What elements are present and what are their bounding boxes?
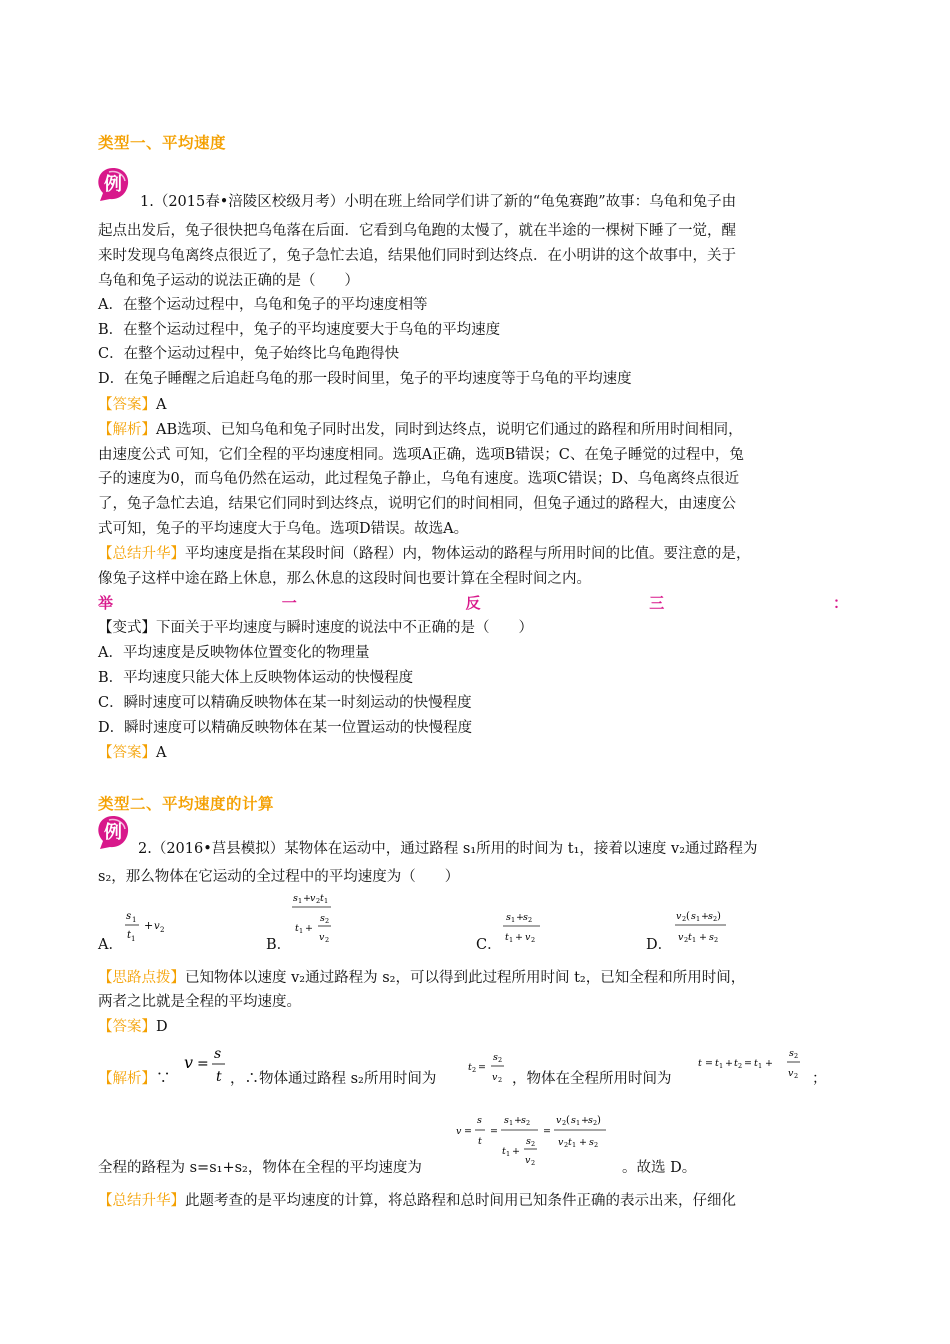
svg-text:s: s — [708, 911, 713, 922]
analysis-tag: 【解析】 — [98, 422, 156, 438]
jyfs-char: 一 — [281, 594, 297, 612]
svg-text:s: s — [320, 913, 325, 924]
total-path-end: 。故选 D。 — [622, 1160, 697, 1176]
svg-text:v: v — [184, 1053, 194, 1072]
answer-tag: 【答案】 — [98, 1019, 156, 1035]
svg-text:1: 1 — [298, 897, 303, 905]
svg-text:s: s — [571, 1115, 576, 1126]
svg-text:s: s — [126, 911, 132, 922]
svg-text:v: v — [525, 1155, 531, 1166]
svg-text:v: v — [456, 1126, 462, 1137]
svg-text:2: 2 — [325, 936, 330, 944]
analysis-2-end: ； — [812, 1071, 827, 1087]
summary-1-line-1 — [98, 542, 858, 566]
svg-text:=: = — [543, 1126, 551, 1137]
formula-total-time — [696, 1042, 808, 1088]
svg-text:+: + — [765, 1058, 773, 1069]
variant-text: 下面关于平均速度与瞬时速度的说法中不正确的是（ ） — [156, 620, 533, 636]
svg-text:1: 1 — [511, 916, 516, 924]
svg-text:v: v — [558, 1137, 564, 1148]
variant-option-d: D．瞬时速度可以精确反映物体在某一位置运动的快慢程度 — [98, 720, 473, 736]
formula-option-a — [122, 907, 174, 947]
svg-text:(: ( — [566, 1115, 570, 1126]
svg-text:v: v — [525, 932, 531, 943]
svg-text:t: t — [698, 1058, 702, 1069]
svg-text:s: s — [709, 932, 714, 943]
analysis-text: AB选项、已知乌龟和兔子同时出发，同时到达终点，说明它们通过的路程和所用时间相同， — [156, 422, 743, 438]
svg-text:2: 2 — [531, 1159, 536, 1167]
total-path-text: 全程的路程为 s=s₁+s₂，物体在全程的平均速度为 — [98, 1160, 422, 1176]
jyfs-char: ： — [832, 594, 848, 612]
svg-text:+: + — [512, 1146, 520, 1157]
summary-tag: 【总结升华】 — [98, 546, 185, 562]
option-label-a: A． — [98, 937, 123, 953]
svg-text:s: s — [506, 912, 511, 923]
svg-text:): ) — [717, 911, 721, 922]
svg-text:1: 1 — [576, 1119, 581, 1127]
svg-text:t: t — [688, 932, 692, 943]
ju-yi-fan-san-banner — [98, 592, 848, 616]
svg-text:2: 2 — [316, 897, 321, 905]
svg-text:=: = — [490, 1126, 498, 1137]
svg-text:s: s — [214, 1046, 222, 1062]
hint-line-2: 两者之比就是全程的平均速度。 — [98, 994, 301, 1010]
because-symbol: ∵ — [156, 1071, 171, 1087]
option-c: C．在整个运动过程中，兔子始终比乌龟跑得快 — [98, 346, 400, 362]
svg-text:2: 2 — [526, 1119, 531, 1127]
svg-text:s: s — [589, 1137, 594, 1148]
svg-text:t: t — [320, 893, 324, 904]
question-1-line-3: 来时发现乌龟离终点很近了，兔子急忙去追，结果他们同时到达终点．在小明讲的这个故事中，关于 — [98, 248, 736, 264]
option-a: A．在整个运动过程中，乌龟和兔子的平均速度相等 — [98, 297, 428, 313]
svg-text:s: s — [477, 1115, 482, 1126]
variant-answer-tag: 【答案】 — [98, 745, 156, 761]
svg-text:+: + — [516, 912, 524, 923]
svg-text:v: v — [154, 921, 160, 932]
svg-text:+: + — [701, 911, 709, 922]
question-1-line-4: 乌龟和兔子运动的说法正确的是（ ） — [98, 273, 359, 289]
svg-text:v: v — [492, 1072, 498, 1083]
svg-text:v: v — [310, 893, 316, 904]
svg-text:2: 2 — [325, 917, 330, 925]
analysis-1-line-1 — [98, 418, 858, 442]
example-badge-icon — [96, 166, 130, 202]
svg-text:2: 2 — [738, 1062, 743, 1070]
svg-text:1: 1 — [299, 927, 304, 935]
svg-text:2: 2 — [531, 936, 536, 944]
svg-text:+: + — [303, 893, 311, 904]
summary-text: 平均速度是指在某段时间（路程）内，物体运动的路程与所用时间的比值。要注意的是， — [185, 546, 751, 562]
summary-text: 此题考查的是平均速度的计算，将总路程和总时间用已知条件正确的表示出来，仔细化 — [185, 1193, 736, 1209]
svg-text:+: + — [581, 1115, 589, 1126]
summary-2-line-1 — [98, 1189, 858, 1213]
svg-text:t: t — [127, 930, 132, 941]
svg-text:t: t — [216, 1069, 222, 1085]
svg-text:1: 1 — [719, 1062, 724, 1070]
svg-text:2: 2 — [160, 926, 165, 934]
svg-text:t: t — [568, 1137, 572, 1148]
svg-text:=: = — [744, 1058, 752, 1069]
jyfs-char: 举 — [98, 594, 114, 612]
svg-text:s: s — [521, 1115, 526, 1126]
svg-text:v: v — [678, 932, 684, 943]
svg-text:s: s — [293, 893, 298, 904]
analysis-2-mid2: ，物体在全程所用时间为 — [512, 1071, 672, 1087]
answer-value: A — [156, 397, 167, 413]
svg-text:2: 2 — [472, 1066, 477, 1074]
svg-text:1: 1 — [509, 936, 514, 944]
svg-text:2: 2 — [562, 1119, 567, 1127]
analysis-1-line-4: 了，兔子急忙去追，结果它们同时到达终点，说明它们的时间相同，但兔子通过的路程大，由速度公 — [98, 496, 736, 512]
svg-text:=: = — [464, 1126, 472, 1137]
svg-text:+: + — [725, 1058, 733, 1069]
svg-text:s: s — [526, 1136, 531, 1147]
variant-option-a: A．平均速度是反映物体位置变化的物理量 — [98, 645, 370, 661]
section-heading-1: 类型一、平均速度 — [98, 134, 227, 152]
analysis-2-mid1: ，∴物体通过路程 s₂所用时间为 — [230, 1071, 437, 1087]
svg-text:t: t — [478, 1136, 482, 1147]
analysis-tag: 【解析】 — [98, 1071, 156, 1087]
svg-text:+: + — [144, 919, 154, 932]
formula-average-velocity — [454, 1106, 624, 1172]
svg-text:v: v — [788, 1068, 794, 1079]
option-d: D．在兔子睡醒之后追赶乌龟的那一段时间里，兔子的平均速度等于乌龟的平均速度 — [98, 371, 632, 387]
svg-text:s: s — [493, 1052, 498, 1063]
svg-text:t: t — [754, 1058, 758, 1069]
svg-text:1: 1 — [696, 915, 701, 923]
svg-text:v: v — [319, 932, 325, 943]
svg-text:2: 2 — [564, 1141, 569, 1149]
svg-text:1: 1 — [572, 1141, 577, 1149]
svg-text:t: t — [502, 1146, 506, 1157]
svg-text:s: s — [523, 912, 528, 923]
svg-text:1: 1 — [506, 1150, 511, 1158]
answer-2 — [98, 1015, 858, 1039]
formula-option-d — [672, 904, 738, 948]
svg-text:2: 2 — [794, 1052, 799, 1060]
variant-option-b: B．平均速度只能大体上反映物体运动的快慢程度 — [98, 670, 414, 686]
formula-option-c — [500, 907, 548, 947]
summary-tag: 【总结升华】 — [98, 1193, 185, 1209]
answer-tag: 【答案】 — [98, 397, 156, 413]
variant-option-c: C．瞬时速度可以精确反映物体在某一时刻运动的快慢程度 — [98, 695, 472, 711]
svg-text:): ) — [597, 1115, 601, 1126]
svg-text:t: t — [468, 1062, 472, 1073]
formula-v-equals-s-over-t — [180, 1042, 230, 1088]
svg-text:2: 2 — [593, 1119, 598, 1127]
variant-answer — [98, 741, 858, 765]
svg-text:s: s — [504, 1115, 509, 1126]
option-label-b: B． — [266, 937, 292, 953]
analysis-1-line-2: 由速度公式 可知，它们全程的平均速度相同。选项A正确，选项B错误；C、在兔子睡觉的过程中，兔 — [98, 447, 744, 463]
analysis-1-line-5: 式可知，兔子的平均速度大于乌龟。选项D错误。故选A。 — [98, 521, 469, 537]
svg-text:+: + — [514, 1115, 522, 1126]
jyfs-char: 反 — [465, 594, 481, 612]
svg-text:+: + — [515, 932, 523, 943]
answer-1 — [98, 393, 858, 417]
example-badge-text: 例 — [104, 822, 122, 843]
option-label-c: C． — [476, 937, 502, 953]
svg-text:t: t — [505, 932, 509, 943]
svg-text:1: 1 — [324, 897, 329, 905]
svg-text:=: = — [705, 1058, 713, 1069]
variant-tag: 【变式】 — [98, 620, 156, 636]
question-2-line-1: 2.（2016•莒县模拟）某物体在运动中，通过路程 s₁所用的时间为 t₁，接着以速度 v₂通过路程为 — [138, 841, 758, 857]
svg-text:t: t — [715, 1058, 719, 1069]
svg-text:1: 1 — [692, 936, 697, 944]
analysis-1-line-3: 子的速度为0，而乌龟仍然在运动，此过程兔子静止，乌龟有速度。选项C错误；D、乌龟离终点很近 — [98, 471, 739, 487]
svg-text:1: 1 — [758, 1062, 763, 1070]
svg-text:1: 1 — [131, 935, 136, 943]
summary-1-line-2: 像兔子这样中途在路上休息，那么休息的这段时间也要计算在全程时间之内。 — [98, 571, 591, 587]
formula-t2 — [466, 1046, 510, 1088]
hint-text: 已知物体以速度 v₂通过路程为 s₂，可以得到此过程所用时间 t₂，已知全程和所用时间， — [185, 970, 746, 986]
svg-text:1: 1 — [509, 1119, 514, 1127]
option-b: B．在整个运动过程中，兔子的平均速度要大于乌龟的平均速度 — [98, 322, 501, 338]
svg-text:+: + — [579, 1137, 587, 1148]
jyfs-char: 三 — [649, 594, 665, 612]
example-badge-text: 例 — [104, 174, 122, 195]
svg-text:t: t — [295, 923, 299, 934]
formula-option-b — [289, 887, 341, 949]
svg-text:v: v — [676, 911, 682, 922]
variant-answer-value: A — [156, 745, 167, 761]
svg-text:1: 1 — [132, 916, 137, 924]
svg-text:2: 2 — [684, 936, 689, 944]
section-heading-2: 类型二、平均速度的计算 — [98, 795, 275, 813]
answer-value: D — [156, 1019, 168, 1035]
svg-text:2: 2 — [498, 1056, 503, 1064]
variant-question — [98, 616, 858, 640]
svg-text:s: s — [789, 1048, 794, 1059]
hint-line-1 — [98, 966, 858, 990]
question-1-line-2: 起点出发后，兔子很快把乌龟落在后面．它看到乌龟跑的太慢了，就在半途的一棵树下睡了一觉，醒 — [98, 223, 736, 239]
example-badge-icon — [96, 814, 130, 850]
svg-text:v: v — [556, 1115, 562, 1126]
question-2-line-2: s₂，那么物体在它运动的全过程中的平均速度为（ ） — [98, 869, 460, 885]
hint-tag: 【思路点拨】 — [98, 970, 185, 986]
svg-text:s: s — [588, 1115, 593, 1126]
question-1-line-1: 1.（2015春•涪陵区校级月考）小明在班上给同学们讲了新的“龟兔赛跑”故事：乌龟和兔子由 — [140, 194, 737, 210]
svg-text:2: 2 — [528, 916, 533, 924]
svg-text:s: s — [691, 911, 696, 922]
svg-text:=: = — [197, 1056, 209, 1072]
svg-text:t: t — [734, 1058, 738, 1069]
svg-text:+: + — [699, 932, 707, 943]
svg-text:2: 2 — [498, 1076, 503, 1084]
option-label-d: D． — [646, 937, 673, 953]
svg-text:+: + — [305, 923, 313, 934]
svg-text:2: 2 — [594, 1141, 599, 1149]
svg-text:2: 2 — [794, 1072, 799, 1080]
svg-text:2: 2 — [531, 1140, 536, 1148]
svg-text:=: = — [478, 1062, 486, 1073]
svg-text:2: 2 — [713, 915, 718, 923]
svg-text:2: 2 — [682, 915, 687, 923]
svg-text:(: ( — [686, 911, 690, 922]
svg-text:2: 2 — [714, 936, 719, 944]
